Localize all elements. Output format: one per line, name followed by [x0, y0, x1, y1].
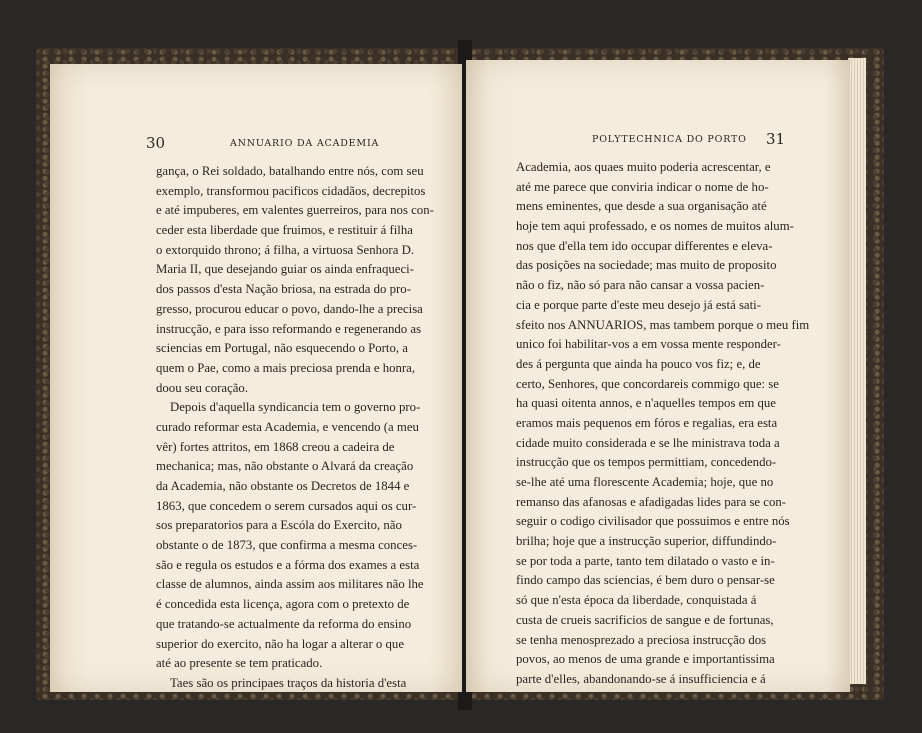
text-line: gança, o Rei soldado, batalhando entre nós, com seu: [156, 164, 424, 178]
text-line: findo campo das sciencias, é bem duro o pensar-se: [516, 573, 775, 588]
text-line: instrucção que os tempos permittiam, concedendo-: [516, 455, 777, 470]
text-line: povos, ao menos de uma grande e importantissima: [516, 652, 775, 667]
text-line: sos preparatorios para a Escóla do Exercito, não: [156, 518, 402, 533]
text-line: gresso, procurou educar o povo, dando-lhe a precisa: [156, 301, 423, 316]
text-line: Maria II, que desejando guiar os ainda enfraqueci-: [156, 262, 414, 277]
text-line: superior do exercito, não ha logar a alterar o que: [156, 636, 405, 651]
text-line: classe de alumnos, ainda assim aos militares não lhe: [156, 577, 424, 592]
text-line: cia e porque parte d'este meu desejo já está sati-: [516, 297, 761, 312]
text-line: curado reformar esta Academia, e vencendo (a meu: [156, 419, 419, 434]
text-line: des á pergunta que ainda ha pouco vos fiz; e, de: [516, 356, 761, 371]
right-running-head-text: POLYTECHNICA DO PORTO: [592, 134, 747, 145]
text-line: seguir o codigo civilisador que possuimos e entre nós: [516, 514, 790, 529]
text-line: 1863, que concedem o serem cursados aqui os cur-: [156, 498, 417, 513]
text-line: vêr) fortes attritos, em 1868 creou a cadeira de: [156, 439, 395, 454]
text-line: sciencias em Portugal, não esquecendo o Porto, a: [156, 341, 408, 356]
text-line: instrucção, e para isso reformando e regenerando as: [156, 321, 422, 336]
right-page-number: 31: [766, 130, 786, 148]
text-line: custa de crueis sacrificios de sangue e de fortunas,: [516, 612, 774, 627]
text-line: não o fiz, não só para não cansar a vossa pacien-: [516, 278, 765, 293]
right-body-text: [516, 158, 809, 690]
right-page: [466, 60, 850, 692]
text-line: exemplo, transformou pacificos cidadãos, decrepitos: [156, 183, 426, 198]
text-line: se-lhe até uma florescente Academia; hoje, que no: [516, 475, 774, 489]
text-line: cidade muito considerada e se lhe ministrava toda a: [516, 435, 780, 450]
text-line: mechanica; mas, não obstante o Alvará da creação: [156, 459, 414, 474]
text-line: dos passos d'esta Nação briosa, na estrada do pro-: [156, 282, 411, 297]
text-line: brilha; hoje que a instrucção superior, diffundindo-: [516, 534, 777, 549]
text-line: ceder esta liberdade que fruimos, e restituir á filha: [156, 223, 413, 238]
text-line: ha quasi oitenta annos, e n'aquelles tempos em que: [516, 396, 776, 411]
text-line: doou seu coração.: [156, 380, 249, 395]
text-line: mens eminentes, que desde a sua organisação até: [516, 199, 767, 214]
page-edges: [848, 58, 866, 684]
text-line: se por toda a parte, tanto tem dilatado o vasto e in-: [516, 553, 775, 568]
left-page: [50, 64, 462, 692]
text-line: Depois d'aquella syndicancia tem o governo pro-: [170, 400, 421, 415]
text-line: parte d'elles, abandonando-se á insufficiencia e á: [516, 671, 766, 686]
text-line: se tenha menosprezado a preciosa instrucção dos: [516, 632, 767, 647]
text-line: remanso das afanosas e afadigadas lides para se con-: [516, 494, 787, 509]
text-line: unico foi habilitar-vos a em vossa mente responder-: [516, 337, 781, 352]
left-body-text: [156, 162, 434, 694]
text-line: da Academia, não obstante os Decretos de 1844 e: [156, 479, 410, 493]
left-running-head-text: ANNUARIO DA ACADEMIA: [230, 138, 380, 149]
text-line: eramos mais pequenos em fóros e regalias, era esta: [516, 415, 778, 430]
text-line: quem o Pae, como a mais preciosa prenda e honra,: [156, 360, 416, 375]
text-line: sfeito nos ANNUARIOS, mas tambem porque o meu fim: [516, 317, 810, 332]
text-line: obstante o de 1873, que confirma a mesma conces-: [156, 538, 418, 553]
text-line: Taes são os principaes traços da historia d'esta: [170, 675, 407, 690]
text-line: certo, Senhores, que concordareis commigo que: se: [516, 376, 779, 391]
text-line: que tratando-se actualmente da reforma do ensino: [156, 616, 412, 631]
text-line: só que n'esta época da liberdade, conquistada á: [516, 593, 757, 608]
text-line: até ao presente se tem praticado.: [156, 656, 323, 671]
text-line: e até impuberes, em valentes guerreiros, para nos con-: [156, 203, 434, 218]
text-line: até me parece que conviria indicar o nome de ho-: [516, 179, 769, 194]
text-line: Academia, aos quaes muito poderia acrescentar, e: [516, 160, 771, 174]
text-line: são e regula os estudos e a fórma dos exames a esta: [156, 557, 420, 572]
text-line: nos que d'ella tem ido occupar differentes e eleva-: [516, 238, 773, 253]
text-line: o extorquido throno; á filha, a virtuosa Senhora D.: [156, 242, 415, 257]
text-line: das posições na sociedade; mas muito de proposito: [516, 258, 777, 273]
text-line: é concedida esta licença, agora com o pretexto de: [156, 597, 410, 612]
left-page-number: 30: [146, 134, 166, 152]
text-line: hoje tem aqui professado, e os nomes de muitos alum-: [516, 219, 794, 234]
